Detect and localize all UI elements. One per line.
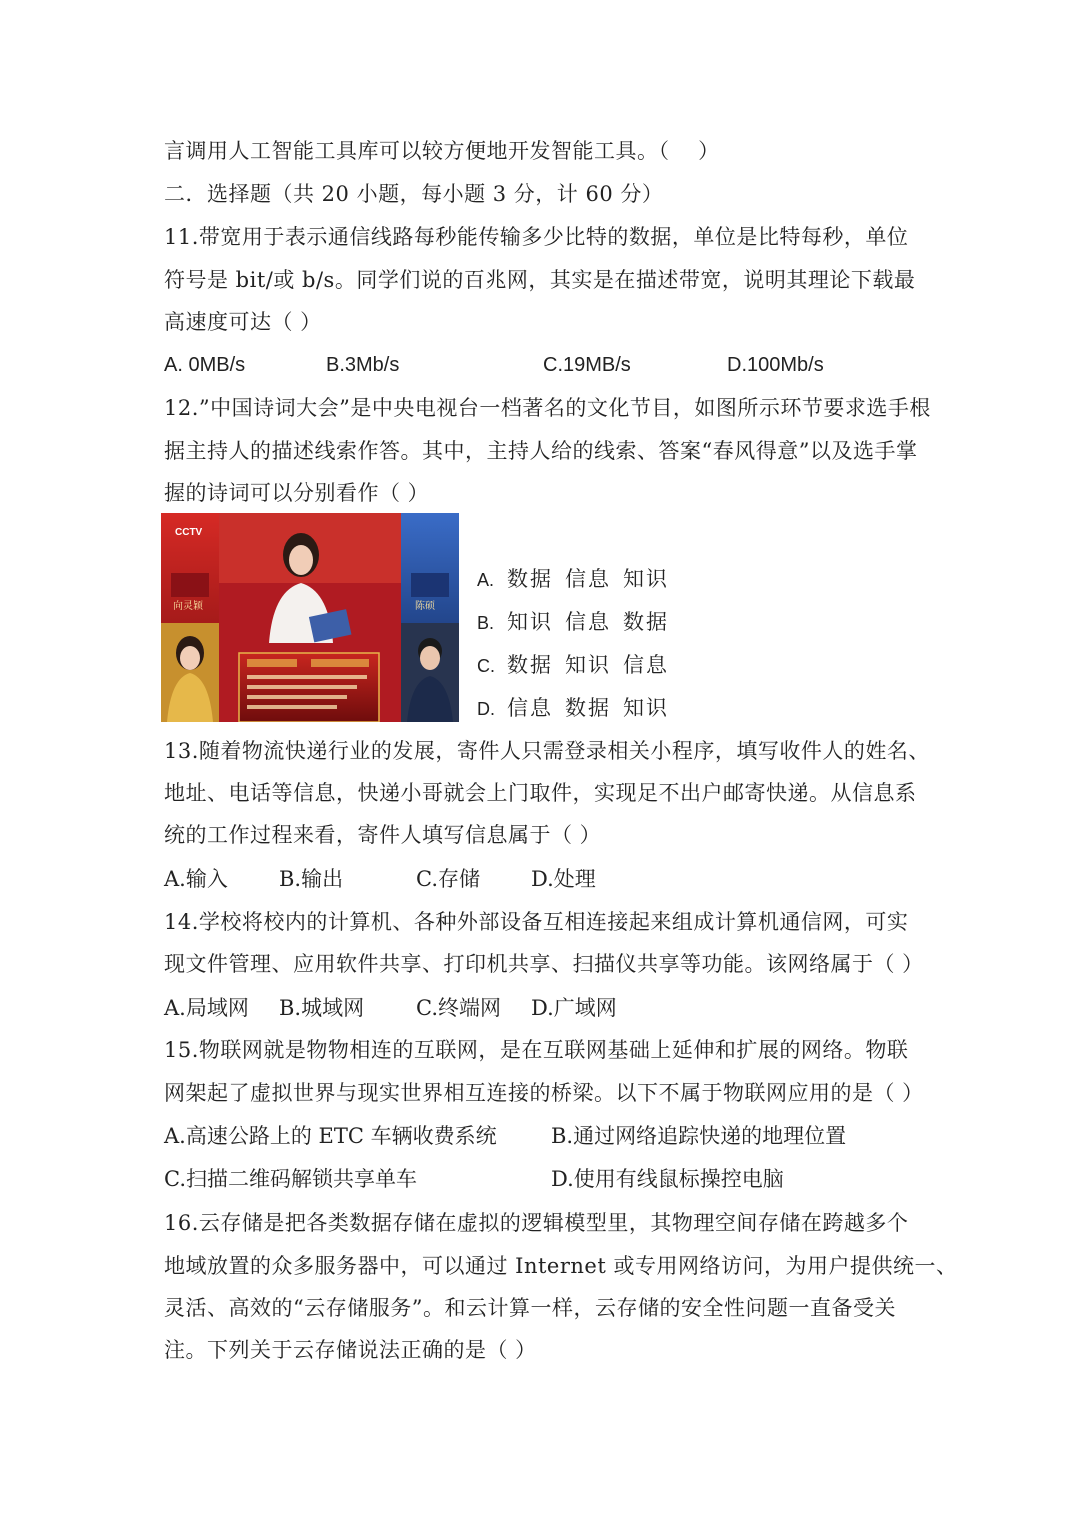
q12-stem-line-3: 握的诗词可以分别看作（ ） (164, 481, 430, 505)
poetry-show-photo (161, 513, 459, 722)
q12-stem-line-2: 据主持人的描述线索作答。其中，主持人给的线索、答案“春风得意”以及选手掌 (164, 439, 918, 463)
q11-stem-line-1: 11.带宽用于表示通信线路每秒能传输多少比特的数据，单位是比特每秒，单位 (164, 225, 909, 249)
q16-stem-line-4: 注。下列关于云存储说法正确的是（ ） (164, 1338, 537, 1362)
q14-stem-line-2: 现文件管理、应用软件共享、打印机共享、扫描仪共享等功能。该网络属于（ ） (164, 952, 924, 976)
q13-option-b[interactable]: B.输出 (279, 867, 344, 891)
q15-option-a[interactable]: A.高速公路上的 ETC 车辆收费系统 (164, 1124, 497, 1148)
q14-option-c[interactable]: C.终端网 (416, 996, 501, 1020)
q13-stem-line-2: 地址、电话等信息，快递小哥就会上门取件，实现足不出户邮寄快递。从信息系 (164, 781, 917, 805)
q15-stem-line-1: 15.物联网就是物物相连的互联网，是在互联网基础上延伸和扩展的网络。物联 (164, 1038, 909, 1062)
option-word: 知识 (507, 610, 553, 634)
option-word: 信息 (507, 696, 553, 720)
q15-stem-line-2: 网架起了虚拟世界与现实世界相互连接的桥梁。以下不属于物联网应用的是（ ） (164, 1081, 924, 1105)
q11-option-b[interactable]: B.3Mb/s (326, 354, 400, 376)
q12-option-d[interactable] (477, 693, 681, 724)
option-word: 信息 (623, 653, 669, 677)
q11-option-d[interactable]: D.100Mb/s (727, 354, 824, 376)
section-heading: 二．选择题（共 20 小题，每小题 3 分，计 60 分） (164, 182, 664, 206)
option-word: 知识 (623, 696, 669, 720)
cctv-logo: CCTV (175, 527, 203, 538)
left-contestant-name: 向灵颖 (173, 601, 203, 612)
right-contestant-name: 陈硕 (415, 601, 435, 612)
option-word: 信息 (565, 567, 611, 591)
q14-option-a[interactable]: A.局域网 (164, 996, 249, 1020)
q11-option-c[interactable]: C.19MB/s (543, 354, 631, 376)
option-word: 数据 (507, 567, 553, 591)
option-word: 数据 (507, 653, 553, 677)
option-word: 信息 (565, 610, 611, 634)
q13-option-a[interactable]: A.输入 (164, 867, 228, 891)
q16-stem-line-3: 灵活、高效的“云存储服务”。和云计算一样，云存储的安全性问题一直备受关 (164, 1296, 896, 1320)
q11-stem-line-2: 符号是 bit/或 b/s。同学们说的百兆网，其实是在描述带宽，说明其理论下载最 (164, 268, 916, 292)
q15-option-d[interactable]: D.使用有线鼠标操控电脑 (551, 1167, 784, 1191)
q16-stem-line-2: 地域放置的众多服务器中，可以通过 Internet 或专用网络访问，为用户提供统一、 (164, 1254, 958, 1278)
q14-option-d[interactable]: D.广域网 (531, 996, 617, 1020)
q12-option-b[interactable] (477, 607, 681, 638)
intro-line: 言调用人工智能工具库可以较方便地开发智能工具。（ ） (164, 139, 720, 163)
q15-option-c[interactable]: C.扫描二维码解锁共享单车 (164, 1167, 417, 1191)
q11-option-a[interactable]: A. 0MB/s (164, 354, 246, 376)
q12-option-a[interactable] (477, 564, 681, 595)
option-key: B. (477, 613, 495, 633)
q15-option-b[interactable]: B.通过网络追踪快递的地理位置 (551, 1124, 847, 1148)
q13-stem-line-1: 13.随着物流快递行业的发展，寄件人只需登录相关小程序，填写收件人的姓名、 (164, 739, 930, 763)
option-key: D. (477, 699, 495, 719)
q11-stem-line-3: 高速度可达（ ） (164, 310, 322, 334)
option-word: 知识 (565, 653, 611, 677)
option-word: 知识 (623, 567, 669, 591)
q16-stem-line-1: 16.云存储是把各类数据存储在虚拟的逻辑模型里，其物理空间存储在跨越多个 (164, 1211, 909, 1235)
q13-stem-line-3: 统的工作过程来看，寄件人填写信息属于（ ） (164, 823, 602, 847)
option-word: 数据 (565, 696, 611, 720)
q14-stem-line-1: 14.学校将校内的计算机、各种外部设备互相连接起来组成计算机通信网，可实 (164, 910, 909, 934)
option-key: A. (477, 570, 495, 590)
q12-option-c[interactable] (477, 650, 681, 681)
q14-option-b[interactable]: B.城域网 (279, 996, 365, 1020)
q12-stem-line-1: 12.”中国诗词大会”是中央电视台一档著名的文化节目，如图所示环节要求选手根 (164, 396, 931, 420)
q13-option-c[interactable]: C.存储 (416, 867, 480, 891)
option-key: C. (477, 656, 495, 676)
q13-option-d[interactable]: D.处理 (531, 867, 596, 891)
option-word: 数据 (623, 610, 669, 634)
